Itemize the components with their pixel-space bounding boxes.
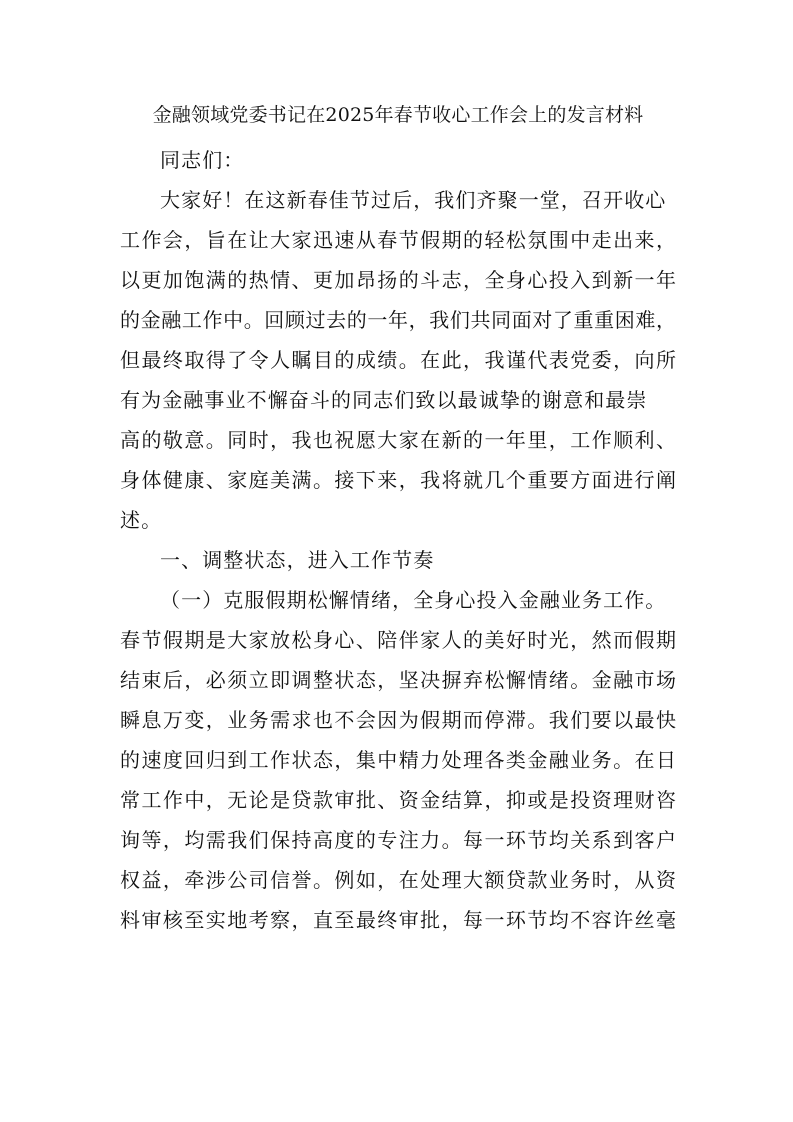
paragraph-line: 但最终取得了令人瞩目的成绩。在此，我谨代表党委，向所 <box>120 348 676 372</box>
paragraph-line: 料审核至实地考察，直至最终审批，每一环节均不容许丝毫 <box>120 908 676 932</box>
paragraph-line: 以更加饱满的热情、更加昂扬的斗志，全身心投入到新一年 <box>120 268 676 292</box>
paragraph-line: 权益，牵涉公司信誉。例如，在处理大额贷款业务时，从资 <box>120 868 676 892</box>
salutation: 同志们： <box>160 148 245 172</box>
paragraph-line: 工作会，旨在让大家迅速从春节假期的轻松氛围中走出来， <box>120 228 676 252</box>
paragraph-line: 瞬息万变，业务需求也不会因为假期而停滞。我们要以最快 <box>120 708 676 732</box>
paragraph-opening <box>120 180 676 540</box>
paragraph-section-one <box>120 580 676 940</box>
paragraph-line: 有为金融事业不懈奋斗的同志们致以最诚挚的谢意和最崇 <box>120 388 648 412</box>
paragraph-line: 的速度回归到工作状态，集中精力处理各类金融业务。在日 <box>120 748 676 772</box>
paragraph-line: 春节假期是大家放松身心、陪伴家人的美好时光，然而假期 <box>120 628 676 652</box>
paragraph-line: 的金融工作中。回顾过去的一年，我们共同面对了重重困难， <box>120 308 676 332</box>
paragraph-line: （一）克服假期松懈情绪，全身心投入金融业务工作。 <box>160 588 667 612</box>
document-page <box>120 0 676 1122</box>
paragraph-line: 结束后，必须立即调整状态，坚决摒弃松懈情绪。金融市场 <box>120 668 676 692</box>
paragraph-line: 述。 <box>120 508 163 532</box>
paragraph-line: 身体健康、家庭美满。接下来，我将就几个重要方面进行阐 <box>120 468 676 492</box>
paragraph-line: 大家好！在这新春佳节过后，我们齐聚一堂，召开收心 <box>160 188 667 212</box>
document-title: 金融领域党委书记在2025年春节收心工作会上的发言材料 <box>152 104 644 126</box>
paragraph-line: 常工作中，无论是贷款审批、资金结算，抑或是投资理财咨 <box>120 788 676 812</box>
paragraph-line: 询等，均需我们保持高度的专注力。每一环节均关系到客户 <box>120 828 676 852</box>
paragraph-line: 高的敬意。同时，我也祝愿大家在新的一年里，工作顺利、 <box>120 428 676 452</box>
document-body <box>120 140 676 940</box>
section-heading: 一、调整状态，进入工作节奏 <box>160 548 435 572</box>
